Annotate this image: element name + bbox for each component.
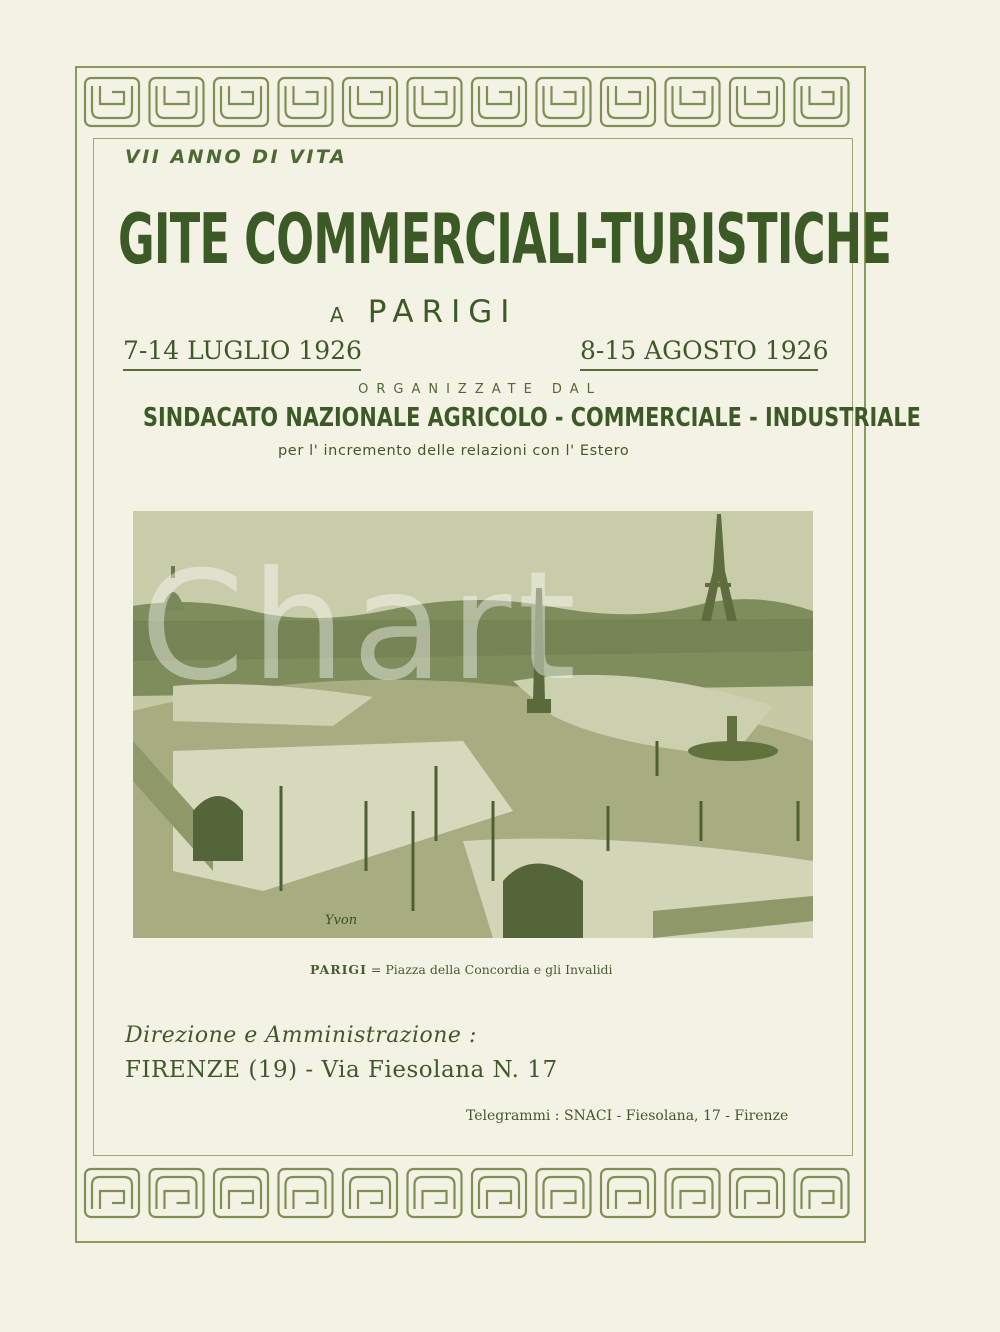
caption-place: PARIGI bbox=[310, 962, 367, 977]
organizers-kicker: ORGANIZZATE DAL bbox=[358, 382, 602, 397]
organizer-purpose: per l' incremento delle relazioni con l' Estero bbox=[278, 443, 630, 459]
artist-signature: Yvon bbox=[325, 913, 358, 928]
organizer-name: SINDACATO NAZIONALE AGRICOLO - COMMERCIALE - INDUSTRIALE bbox=[143, 403, 921, 433]
office-address: FIRENZE (19) - Via Fiesolana N. 17 bbox=[125, 1057, 558, 1083]
main-title: GITE COMMERCIALI-TURISTICHE bbox=[118, 198, 892, 280]
destination-city: PARIGI bbox=[367, 294, 518, 330]
decorative-frieze-bottom bbox=[82, 1163, 859, 1223]
caption-text: Piazza della Concordia e gli Invalidi bbox=[385, 962, 613, 977]
decorative-frieze-top bbox=[82, 72, 859, 132]
destination bbox=[330, 294, 517, 330]
date-july: 7-14 LUGLIO 1926 bbox=[123, 336, 361, 371]
watermark: Chart bbox=[140, 540, 583, 714]
edition-label: VII ANNO DI VITA bbox=[125, 146, 348, 168]
destination-preposition: A bbox=[330, 303, 346, 327]
date-august: 8-15 AGOSTO 1926 bbox=[580, 336, 818, 371]
paris-photo bbox=[133, 511, 813, 938]
caption-separator: = bbox=[366, 962, 386, 977]
photo-caption bbox=[310, 962, 613, 977]
telegram-address: Telegrammi : SNACI - Fiesolana, 17 - Firenze bbox=[466, 1108, 789, 1124]
office-title: Direzione e Amministrazione : bbox=[125, 1023, 477, 1048]
concorde-illustration bbox=[133, 511, 813, 938]
